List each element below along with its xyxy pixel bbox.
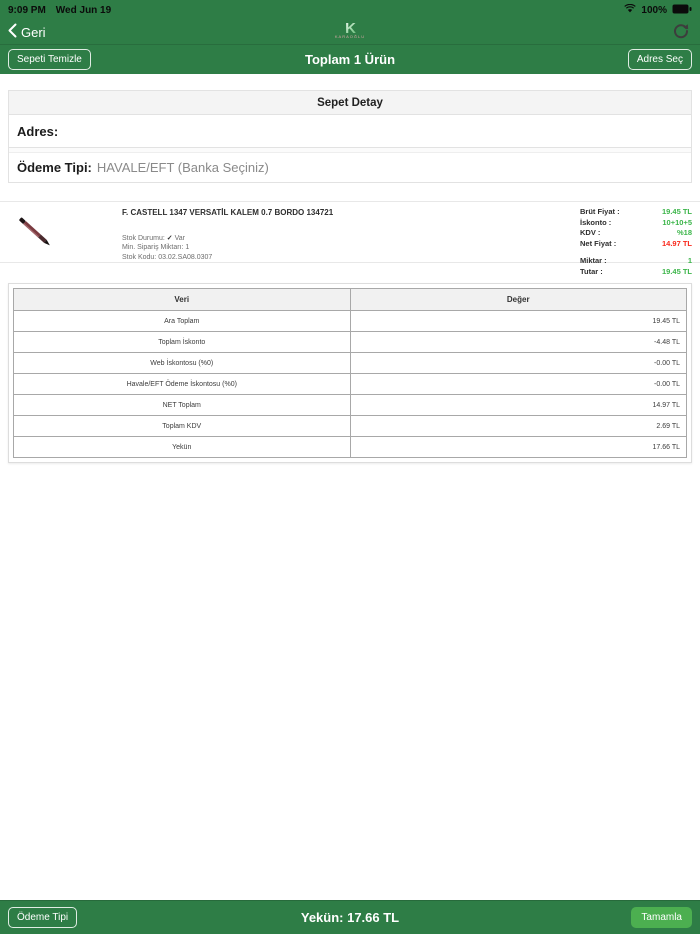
vat-line xyxy=(580,228,692,239)
wifi-icon xyxy=(624,4,636,16)
summary-header-row xyxy=(14,289,687,311)
row-label: Havale/EFT Ödeme İskontosu (%0) xyxy=(14,374,351,395)
row-value: 17.66 TL xyxy=(350,437,687,458)
amount-label: Tutar : xyxy=(580,266,603,276)
row-value: -0.00 TL xyxy=(350,353,687,374)
payment-type-row[interactable] xyxy=(9,153,691,182)
cart-item-row[interactable] xyxy=(0,201,700,276)
payment-type-label: Ödeme Tipi: xyxy=(17,160,92,175)
check-icon: ✓ xyxy=(166,235,173,242)
row-value: -4.48 TL xyxy=(350,332,687,353)
product-image xyxy=(0,202,122,262)
pen-image xyxy=(14,210,56,254)
back-button[interactable] xyxy=(0,23,54,41)
row-label: NET Toplam xyxy=(14,395,351,416)
price-block xyxy=(580,207,692,277)
nav-bar xyxy=(0,20,700,44)
stock-status-value: Var xyxy=(174,235,185,242)
address-label: Adres: xyxy=(17,123,59,139)
net-price-line xyxy=(580,239,692,250)
stock-status-label: Stok Durumu: xyxy=(122,235,165,242)
stock-code-line: Stok Kodu: 03.02.SA08.0307 xyxy=(122,253,213,261)
summary-card xyxy=(8,283,692,463)
battery-icon xyxy=(672,4,692,17)
brand-logo xyxy=(335,21,365,39)
table-row xyxy=(14,311,687,332)
summary-header-veri: Veri xyxy=(14,289,351,311)
gross-price-line xyxy=(580,207,692,218)
payment-type-value: HAVALE/EFT (Banka Seçiniz) xyxy=(96,160,269,175)
net-price-label: Net Fiyat : xyxy=(580,238,617,248)
cart-total-title: Toplam 1 Ürün xyxy=(304,52,396,67)
discount-line xyxy=(580,218,692,229)
logo-k-icon: K xyxy=(335,21,365,36)
table-row xyxy=(14,395,687,416)
bottom-bar xyxy=(0,900,700,934)
table-row xyxy=(14,353,687,374)
stock-status-line xyxy=(122,234,333,243)
complete-order-button[interactable]: Tamamla xyxy=(631,907,692,928)
back-label: Geri xyxy=(21,24,46,40)
row-label: Ara Toplam xyxy=(14,311,351,332)
grand-total-text: Yekün: 17.66 TL xyxy=(300,910,400,925)
row-value: 14.97 TL xyxy=(350,395,687,416)
date-text: Wed Jun 19 xyxy=(55,4,112,16)
table-row xyxy=(14,437,687,458)
select-address-button[interactable]: Adres Seç xyxy=(628,49,692,70)
payment-type-button[interactable]: Ödeme Tipi xyxy=(8,907,77,928)
amount-value: 19.45 TL xyxy=(661,266,692,276)
cart-detail-header: Sepet Detay xyxy=(9,91,691,115)
status-bar xyxy=(0,0,700,20)
min-order-line: Min. Sipariş Miktarı: 1 xyxy=(122,244,190,252)
back-chevron-icon xyxy=(8,23,17,41)
row-label: Toplam KDV xyxy=(14,416,351,437)
battery-percent: 100% xyxy=(641,4,667,16)
summary-table xyxy=(13,288,687,458)
vat-label: KDV : xyxy=(580,228,601,237)
row-label: Yekün xyxy=(14,437,351,458)
product-info xyxy=(122,202,333,262)
discount-label: İskonto : xyxy=(580,217,612,227)
product-title: F. CASTELL 1347 VERSATİL KALEM 0.7 BORDO 134721 xyxy=(122,208,334,217)
gross-price-value: 19.45 TL xyxy=(661,207,692,216)
table-row xyxy=(14,416,687,437)
logo-caption: KARAOĞLU xyxy=(334,34,366,39)
quantity-label: Miktar : xyxy=(580,256,607,265)
net-price-value: 14.97 TL xyxy=(661,238,692,248)
gross-price-label: Brüt Fiyat : xyxy=(580,207,620,216)
vat-value: %18 xyxy=(676,228,692,237)
clear-cart-button[interactable]: Sepeti Temizle xyxy=(8,49,91,70)
cart-action-bar xyxy=(0,44,700,74)
row-value: 19.45 TL xyxy=(350,311,687,332)
row-label: Web İskontosu (%0) xyxy=(14,353,351,374)
discount-value: 10+10+5 xyxy=(662,217,692,227)
quantity-line xyxy=(580,256,692,267)
table-row xyxy=(14,374,687,395)
product-stock-info xyxy=(122,234,333,262)
row-value: -0.00 TL xyxy=(350,374,687,395)
row-label: Toplam İskonto xyxy=(14,332,351,353)
cart-detail-card xyxy=(8,90,692,183)
address-row[interactable] xyxy=(9,115,691,148)
row-value: 2.69 TL xyxy=(350,416,687,437)
refresh-icon xyxy=(672,22,690,40)
quantity-value: 1 xyxy=(687,256,692,265)
table-row xyxy=(14,332,687,353)
amount-line xyxy=(580,267,692,278)
refresh-button[interactable] xyxy=(672,22,690,45)
summary-header-deger: Değer xyxy=(350,289,687,311)
clock-text: 9:09 PM xyxy=(8,4,46,16)
